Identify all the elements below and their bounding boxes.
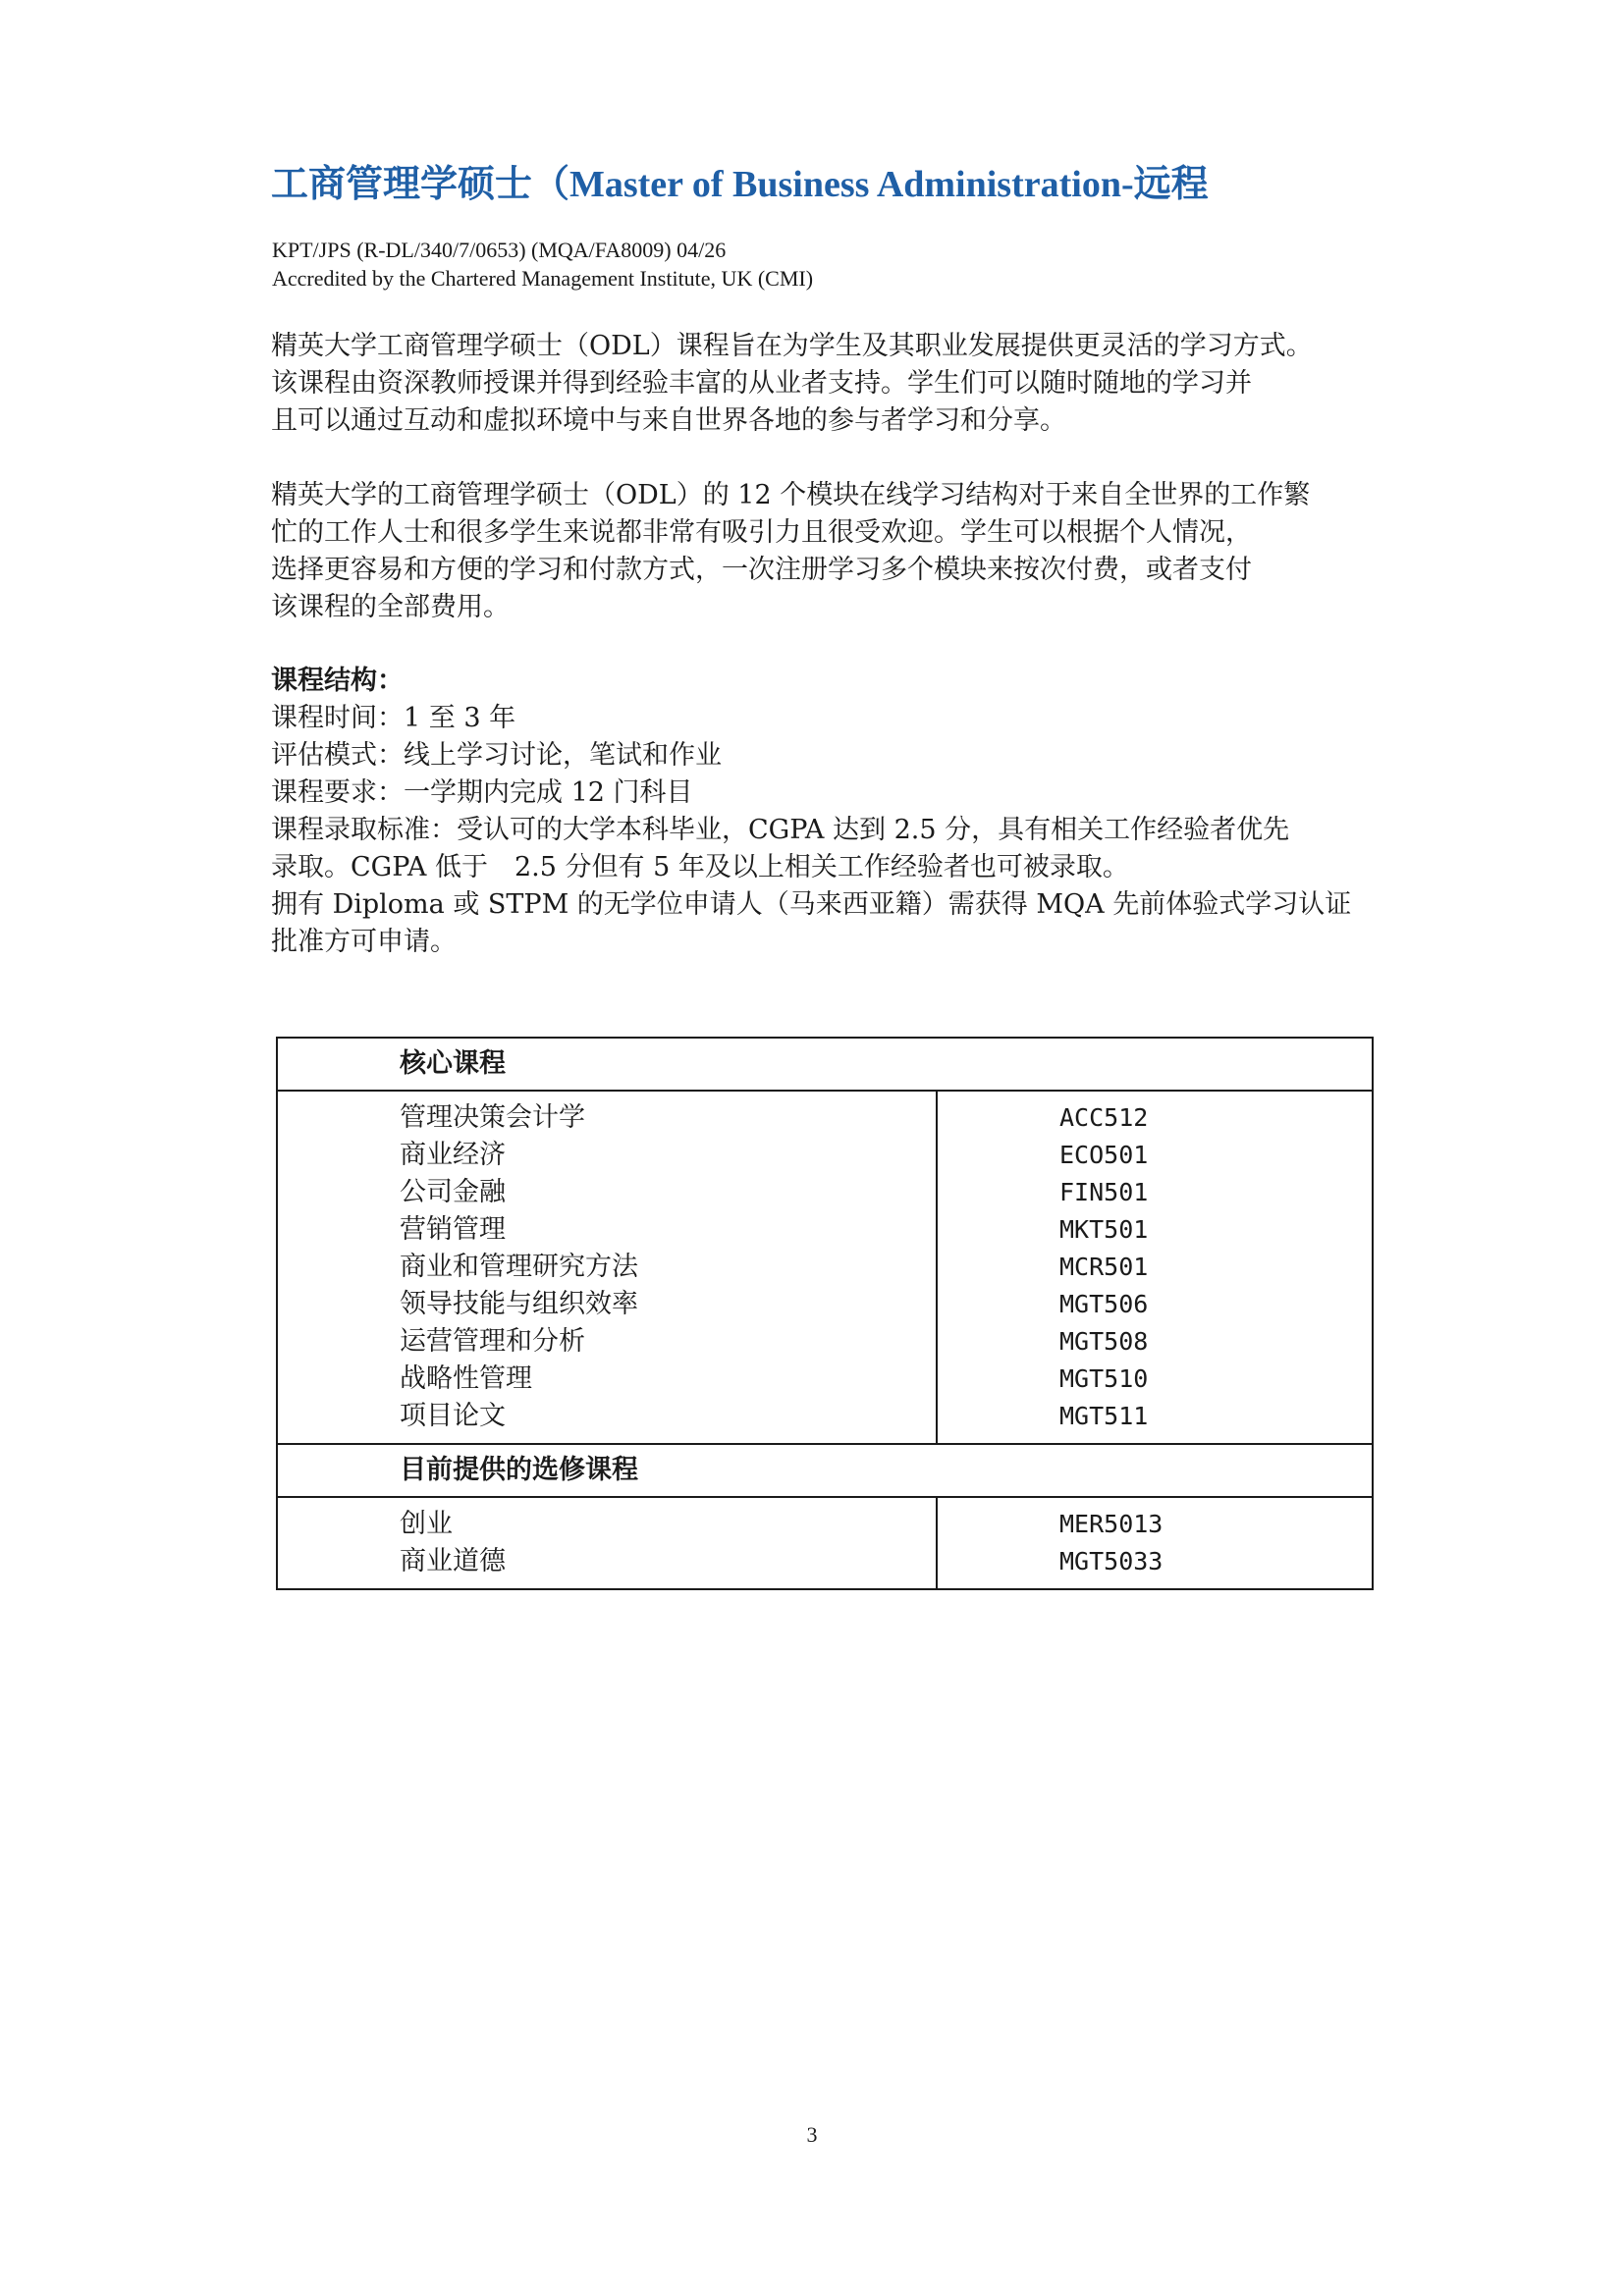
table-header-row	[277, 1038, 1373, 1091]
course-name: 战略性管理	[400, 1363, 532, 1394]
structure-line: 课程要求：一学期内完成 12 门科目	[271, 777, 693, 808]
elective-course-codes	[937, 1497, 1373, 1589]
course-code: MGT510	[1059, 1364, 1149, 1393]
course-structure	[271, 663, 1380, 961]
course-name: 商业经济	[400, 1140, 506, 1170]
course-name: 营销管理	[400, 1214, 506, 1245]
course-name: 商业和管理研究方法	[400, 1252, 638, 1282]
accreditation-info	[272, 236, 813, 293]
core-courses-row	[277, 1091, 1373, 1444]
core-course-names	[277, 1091, 937, 1444]
elective-courses-heading: 目前提供的选修课程	[277, 1444, 1373, 1497]
course-code: MCR501	[1059, 1253, 1149, 1281]
page-number: 3	[806, 2122, 818, 2147]
structure-line: 录取。CGPA 低于 2.5 分但有 5 年及以上相关工作经验者也可被录取。	[271, 852, 1129, 882]
accreditation-line: Accredited by the Chartered Management Institute, UK (CMI)	[272, 266, 814, 291]
paragraph-line: 忙的工作人士和很多学生来说都非常有吸引力且很受欢迎。学生可以根据个人情况，	[271, 517, 1252, 548]
course-code: MGT508	[1059, 1327, 1149, 1356]
course-table	[276, 1037, 1374, 1590]
course-code: MER5013	[1059, 1510, 1164, 1538]
course-name: 商业道德	[400, 1546, 506, 1576]
elective-course-names	[277, 1497, 937, 1589]
structure-line: 评估模式：线上学习讨论，笔试和作业	[271, 740, 722, 771]
course-name: 创业	[400, 1509, 453, 1539]
paragraph-line: 精英大学工商管理学硕士（ODL）课程旨在为学生及其职业发展提供更灵活的学习方式。	[271, 331, 1313, 361]
course-code: FIN501	[1059, 1178, 1149, 1206]
course-code: ECO501	[1059, 1141, 1149, 1169]
registration-code: KPT/JPS (R-DL/340/7/0653) (MQA/FA8009) 04/26	[272, 238, 727, 262]
course-name: 领导技能与组织效率	[400, 1289, 638, 1319]
paragraph-line: 且可以通过互动和虚拟环境中与来自世界各地的参与者学习和分享。	[271, 405, 1066, 436]
structure-line: 批准方可申请。	[271, 927, 457, 957]
intro-paragraph	[271, 328, 1380, 440]
page-title: 工商管理学硕士（Master of Business Administration-远程	[271, 164, 1209, 205]
paragraph-line: 该课程由资深教师授课并得到经验丰富的从业者支持。学生们可以随时随地的学习并	[271, 368, 1252, 399]
course-code: MGT511	[1059, 1402, 1149, 1430]
paragraph-line: 精英大学的工商管理学硕士（ODL）的 12 个模块在线学习结构对于来自全世界的工作繁	[271, 480, 1311, 510]
structure-line: 课程录取标准：受认可的大学本科毕业，CGPA 达到 2.5 分，具有相关工作经验者优先	[271, 815, 1290, 845]
course-code: MGT506	[1059, 1290, 1149, 1318]
core-courses-heading: 核心课程	[277, 1038, 1373, 1091]
table-header-row	[277, 1444, 1373, 1497]
course-name: 运营管理和分析	[400, 1326, 585, 1357]
paragraph-line: 选择更容易和方便的学习和付款方式，一次注册学习多个模块来按次付费，或者支付	[271, 555, 1252, 585]
core-course-codes	[937, 1091, 1373, 1444]
course-code: MKT501	[1059, 1215, 1149, 1244]
course-name: 项目论文	[400, 1401, 506, 1431]
course-code: MGT5033	[1059, 1547, 1164, 1575]
course-code: ACC512	[1059, 1103, 1149, 1132]
structure-line: 课程时间：1 至 3 年	[271, 703, 516, 733]
module-paragraph	[271, 477, 1380, 626]
elective-courses-row	[277, 1497, 1373, 1589]
course-name: 公司金融	[400, 1177, 506, 1207]
paragraph-line: 该课程的全部费用。	[271, 592, 510, 622]
structure-heading: 课程结构：	[271, 666, 404, 696]
structure-line: 拥有 Diploma 或 STPM 的无学位申请人（马来西亚籍）需获得 MQA 先前体验式学习认证	[271, 889, 1352, 920]
course-name: 管理决策会计学	[400, 1102, 585, 1133]
